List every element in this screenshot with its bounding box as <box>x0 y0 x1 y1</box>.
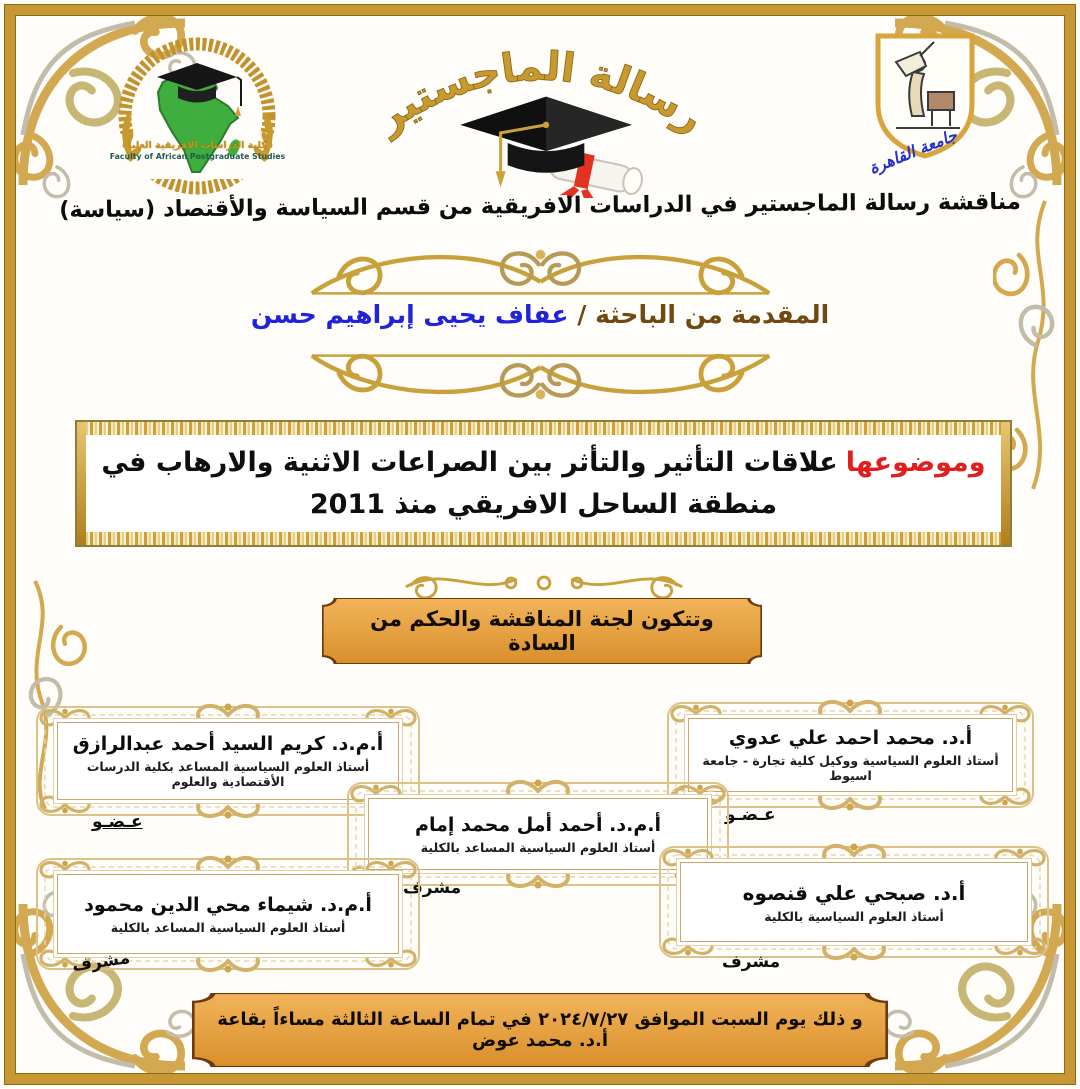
member-title: أستاذ العلوم السياسية المساعد بالكلية <box>420 839 656 855</box>
gold-texture-band <box>77 422 1010 435</box>
member-name: أ.د. صبحي علي قنصوه <box>742 880 966 905</box>
ornate-divider-icon <box>293 344 788 406</box>
faculty-name-arabic: كلية الدراسات الافريقية العليا <box>128 140 267 151</box>
researcher-prefix: المقدمة من الباحثة / <box>577 300 830 329</box>
researcher-name: عفاف يحيى إبراهيم حسن <box>250 300 569 329</box>
thesis-subject-text <box>101 437 986 530</box>
subject-title: علاقات التأثير والتأثر بين الصراعات الاثنية والارهاب في منطقة الساحل الافريقي منذ 2011 <box>101 446 838 520</box>
graduation-cap-icon <box>430 84 662 198</box>
faculty-logo-caption <box>100 140 295 162</box>
member-name: أ.م.د. كريم السيد أحمد عبدالرازق <box>72 733 384 755</box>
faculty-name-english: Faculty of African Postgraduate Studies <box>109 151 286 161</box>
committee-heading-plaque <box>322 598 762 664</box>
committee-member-card <box>680 862 1028 942</box>
member-name: أ.د. محمد احمد علي عدوي <box>728 727 973 749</box>
thesis-subject-box <box>75 420 1012 547</box>
member-role: مشرف <box>722 952 781 972</box>
member-box <box>57 874 399 954</box>
member-title: أستاذ العلوم السياسية المساعد بكلية الدرسات الأقتصادية والعلوم <box>86 759 370 789</box>
ornate-divider-icon <box>293 243 788 305</box>
member-title: أستاذ العلوم السياسية ووكيل كلية تجارة - جامعة اسيوط <box>702 753 999 783</box>
committee-member-card <box>57 874 399 954</box>
intro-line: مناقشة رسالة الماجستير في الدراسات الافريقية من قسم السياسة والأقتصاد (سياسة) <box>59 188 1021 224</box>
scroll-divider-icon <box>398 557 690 603</box>
faculty-logo <box>100 30 295 195</box>
gold-side-bar <box>77 422 86 545</box>
committee-heading: وتتكون لجنة المناقشة والحكم من السادة <box>370 607 714 655</box>
member-role: مشرف <box>70 948 132 976</box>
member-title: أستاذ العلوم السياسية بالكلية <box>764 908 944 924</box>
member-name: أ.م.د. أحمد أمل محمد إمام <box>415 813 661 836</box>
date-venue-text: و ذلك يوم السبت الموافق ٢٠٢٤/٧/٢٧ في تمام الساعة الثالثة مساءاً بقاعة أ.د. محمد عوض <box>217 1009 863 1051</box>
subject-label: وموضوعها <box>845 446 986 478</box>
date-venue-plaque <box>192 993 888 1067</box>
cairo-university-label: جامعة القاهرة <box>866 125 960 178</box>
member-title: أستاذ العلوم السياسية المساعد بالكلية <box>110 919 346 935</box>
member-name: أ.م.د. شيماء محي الدين محمود <box>84 893 372 916</box>
member-role: عـضـو <box>92 812 143 832</box>
member-role: مشرف <box>403 878 462 898</box>
gold-texture-band <box>77 532 1010 545</box>
member-box <box>680 862 1028 942</box>
gold-side-bar <box>1001 422 1010 545</box>
committee-member-card <box>688 718 1013 792</box>
member-role: عـضـو <box>725 805 776 825</box>
researcher-line <box>0 300 1080 329</box>
arch-title-text: رسالة الماجستير <box>367 43 713 142</box>
member-box <box>688 718 1013 792</box>
